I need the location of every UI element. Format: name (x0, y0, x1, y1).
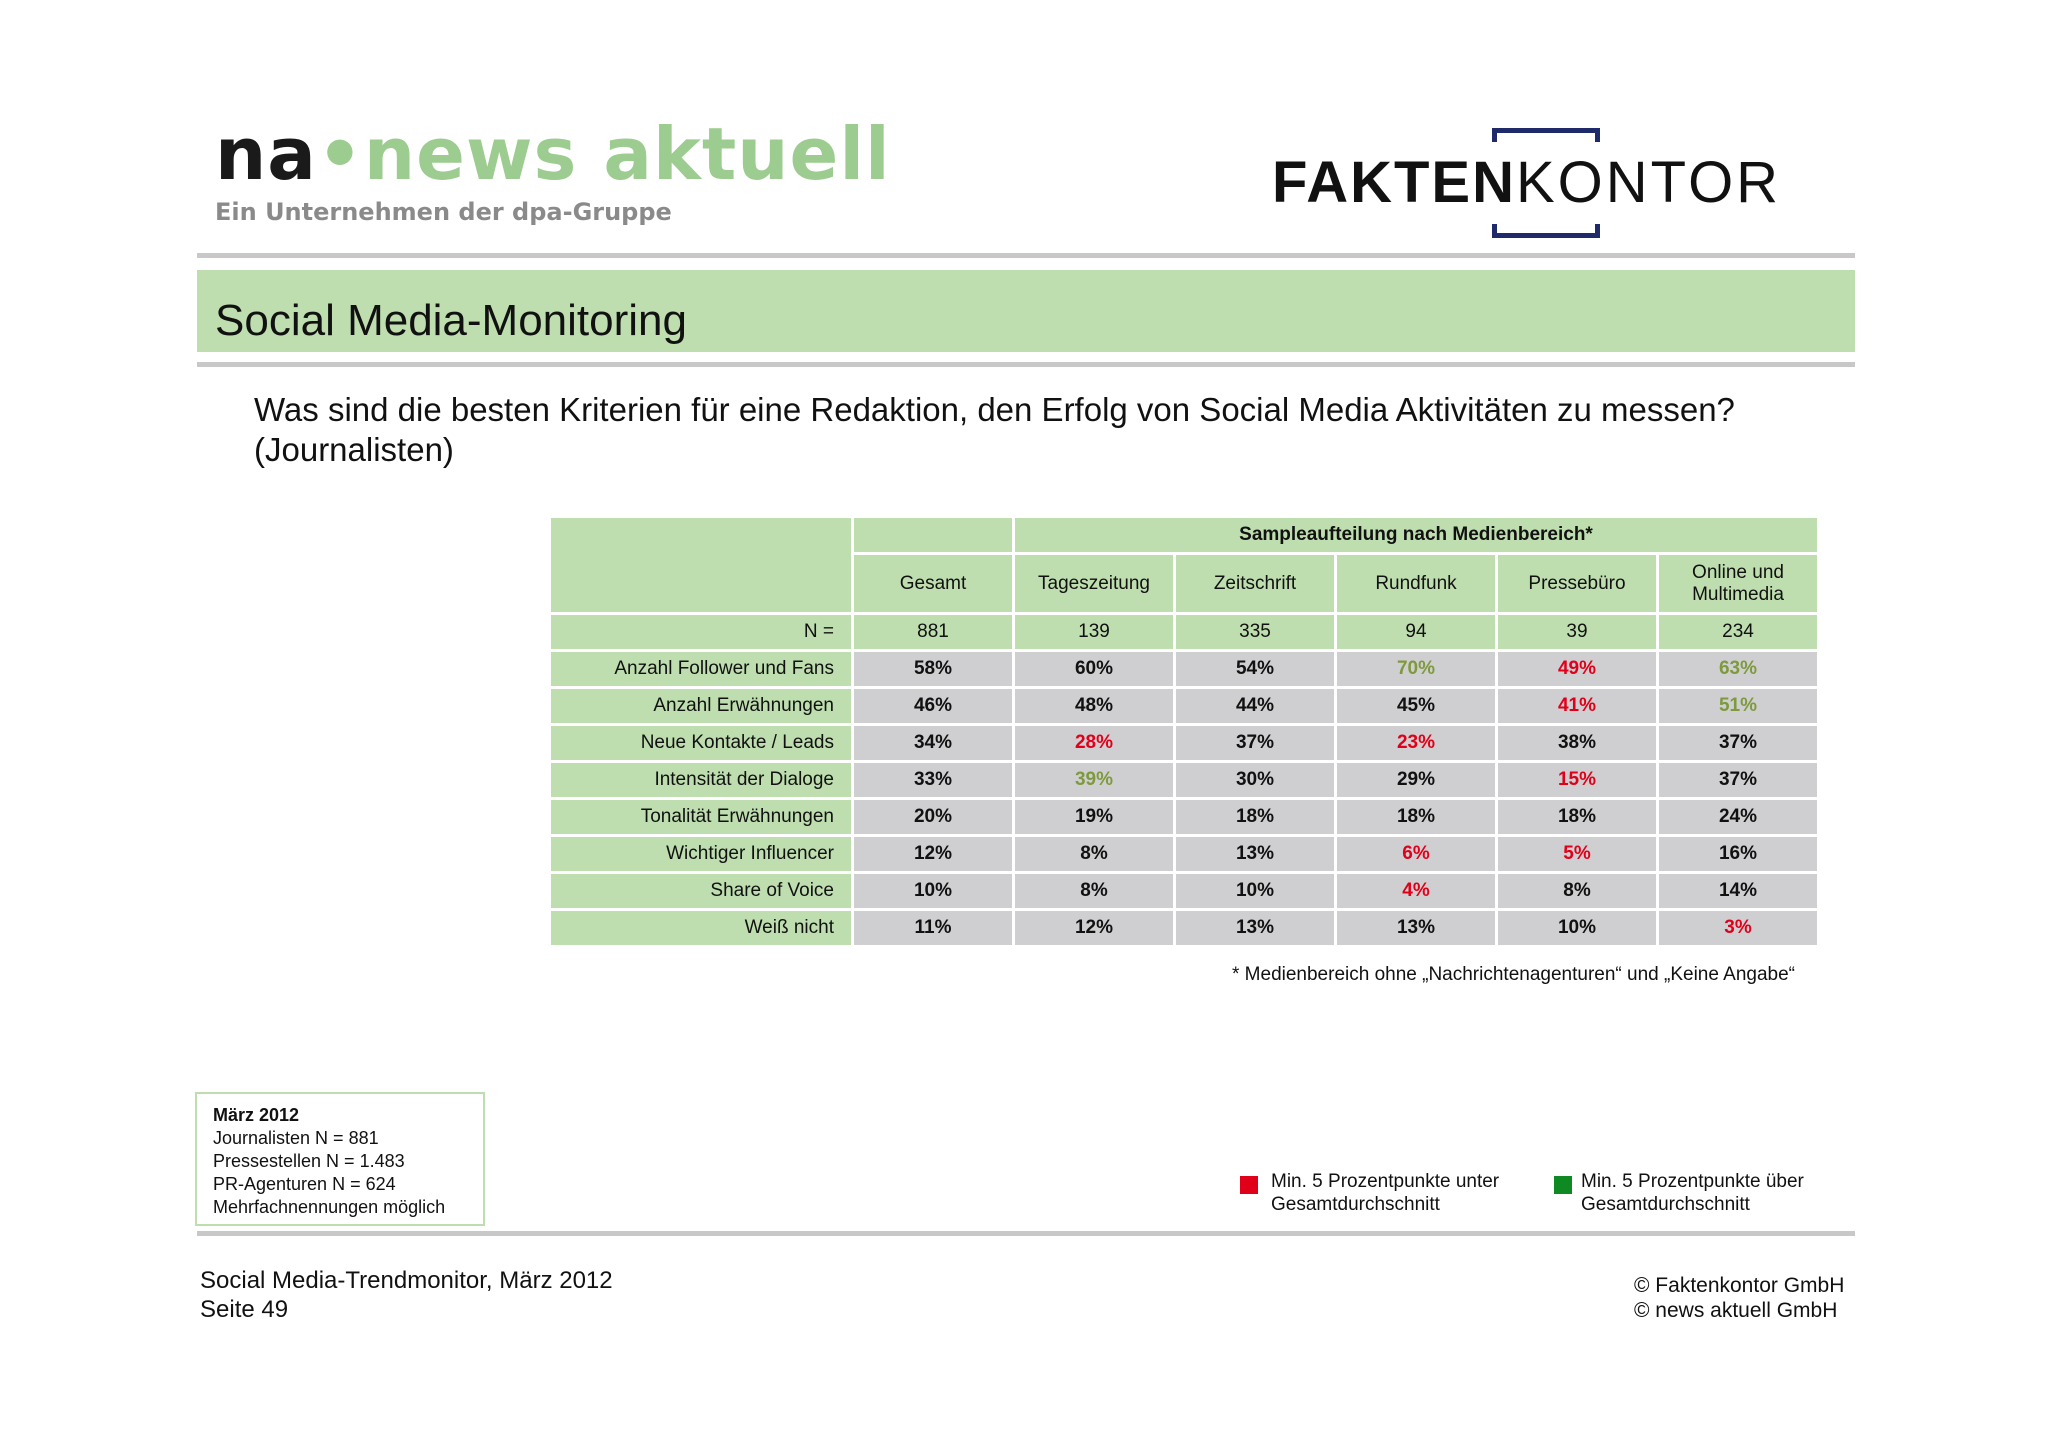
news-aktuell-logo (215, 112, 891, 226)
sample-info-line: Journalisten N = 881 (213, 1128, 379, 1148)
column-header: Online und Multimedia (1659, 555, 1817, 612)
footer-copyright-1: © Faktenkontor GmbH (1634, 1274, 1845, 1297)
value-cell: 8% (1015, 837, 1173, 871)
table-row (551, 652, 1817, 686)
footer-right (1634, 1273, 1844, 1323)
n-row (551, 615, 1817, 649)
table-row (551, 837, 1817, 871)
page-title: Social Media-Monitoring (215, 296, 687, 345)
value-cell: 49% (1498, 652, 1656, 686)
footer-source: Social Media-Trendmonitor, März 2012 (200, 1267, 613, 1294)
column-header: Rundfunk (1337, 555, 1495, 612)
value-cell: 60% (1015, 652, 1173, 686)
value-cell: 37% (1659, 763, 1817, 797)
value-cell: 18% (1498, 800, 1656, 834)
value-cell: 34% (854, 726, 1012, 760)
faktenkontor-logo (1272, 128, 1832, 238)
footer-copyright-2: © news aktuell GmbH (1634, 1299, 1838, 1322)
row-label: Anzahl Follower und Fans (551, 652, 851, 686)
logo-na-part1: na (215, 112, 317, 196)
value-cell: 70% (1337, 652, 1495, 686)
value-cell: 10% (1498, 911, 1656, 945)
value-cell: 15% (1498, 763, 1656, 797)
corner-cell (551, 518, 851, 612)
table-row (551, 874, 1817, 908)
value-cell: 44% (1176, 689, 1334, 723)
value-cell: 19% (1015, 800, 1173, 834)
value-cell: 63% (1659, 652, 1817, 686)
row-label: Neue Kontakte / Leads (551, 726, 851, 760)
top-rule (197, 253, 1855, 258)
logo-bracket-bottom-icon (1492, 224, 1600, 238)
footer-page-number: Seite 49 (200, 1296, 289, 1323)
n-value: 39 (1498, 615, 1656, 649)
value-cell: 13% (1176, 837, 1334, 871)
row-label: Weiß nicht (551, 911, 851, 945)
value-cell: 24% (1659, 800, 1817, 834)
value-cell: 10% (1176, 874, 1334, 908)
column-header: Pressebüro (1498, 555, 1656, 612)
sample-info-line: PR-Agenturen N = 624 (213, 1174, 396, 1194)
value-cell: 38% (1498, 726, 1656, 760)
footer-left (200, 1266, 613, 1324)
value-cell: 18% (1337, 800, 1495, 834)
value-cell: 54% (1176, 652, 1334, 686)
logo-bracket-top-icon (1492, 128, 1600, 142)
value-cell: 14% (1659, 874, 1817, 908)
logo-na-part2: news aktuell (363, 112, 891, 196)
bottom-rule (197, 1231, 1855, 1236)
value-cell: 39% (1015, 763, 1173, 797)
table-row (551, 763, 1817, 797)
legend-above-square-icon (1554, 1176, 1572, 1194)
sample-info-line: Pressestellen N = 1.483 (213, 1151, 405, 1171)
value-cell: 8% (1015, 874, 1173, 908)
value-cell: 51% (1659, 689, 1817, 723)
row-label: Wichtiger Influencer (551, 837, 851, 871)
value-cell: 13% (1337, 911, 1495, 945)
legend-above-text: Min. 5 Prozentpunkte über Gesamtdurchschnitt (1581, 1171, 1804, 1215)
value-cell: 37% (1176, 726, 1334, 760)
sample-info-box (195, 1092, 485, 1226)
logo-fk-bold: FAKTEN (1272, 150, 1516, 215)
n-value: 139 (1015, 615, 1173, 649)
value-cell: 16% (1659, 837, 1817, 871)
survey-question: Was sind die besten Kriterien für eine Redaktion, den Erfolg von Social Media Aktivitäten zu messen? (Journalisten) (254, 391, 1735, 468)
value-cell: 41% (1498, 689, 1656, 723)
n-value: 234 (1659, 615, 1817, 649)
group-header: Sampleaufteilung nach Medienbereich* (1015, 518, 1817, 552)
n-label: N = (551, 615, 851, 649)
column-header: Tageszeitung (1015, 555, 1173, 612)
value-cell: 37% (1659, 726, 1817, 760)
table-row (551, 800, 1817, 834)
group-header-row (551, 518, 1817, 552)
legend-below-text: Min. 5 Prozentpunkte unter Gesamtdurchschnitt (1271, 1171, 1500, 1215)
title-band (197, 270, 1855, 352)
value-cell: 29% (1337, 763, 1495, 797)
row-label: Tonalität Erwähnungen (551, 800, 851, 834)
value-cell: 48% (1015, 689, 1173, 723)
value-cell: 20% (854, 800, 1012, 834)
value-cell: 23% (1337, 726, 1495, 760)
row-label: Anzahl Erwähnungen (551, 689, 851, 723)
results-table (548, 515, 1820, 948)
row-label: Share of Voice (551, 874, 851, 908)
legend-below-square-icon (1240, 1176, 1258, 1194)
value-cell: 3% (1659, 911, 1817, 945)
column-header: Gesamt (854, 555, 1012, 612)
title-rule (197, 362, 1855, 367)
value-cell: 33% (854, 763, 1012, 797)
value-cell: 58% (854, 652, 1012, 686)
table-row (551, 726, 1817, 760)
group-spacer-cell (854, 518, 1012, 552)
value-cell: 18% (1176, 800, 1334, 834)
logo-dot-icon: • (316, 112, 364, 196)
footnote: * Medienbereich ohne „Nachrichtenagenturen“ und „Keine Angabe“ (1232, 964, 1795, 985)
value-cell: 12% (854, 837, 1012, 871)
value-cell: 30% (1176, 763, 1334, 797)
value-cell: 13% (1176, 911, 1334, 945)
value-cell: 6% (1337, 837, 1495, 871)
table-row (551, 911, 1817, 945)
sample-info-heading: März 2012 (213, 1105, 300, 1125)
logo-na-tagline: Ein Unternehmen der dpa-Gruppe (215, 198, 672, 226)
value-cell: 45% (1337, 689, 1495, 723)
value-cell: 10% (854, 874, 1012, 908)
value-cell: 11% (854, 911, 1012, 945)
n-value: 335 (1176, 615, 1334, 649)
value-cell: 5% (1498, 837, 1656, 871)
value-cell: 46% (854, 689, 1012, 723)
table-row (551, 689, 1817, 723)
n-value: 881 (854, 615, 1012, 649)
row-label: Intensität der Dialoge (551, 763, 851, 797)
value-cell: 8% (1498, 874, 1656, 908)
n-value: 94 (1337, 615, 1495, 649)
value-cell: 12% (1015, 911, 1173, 945)
column-header: Zeitschrift (1176, 555, 1334, 612)
sample-info-line: Mehrfachnennungen möglich (213, 1197, 446, 1217)
value-cell: 4% (1337, 874, 1495, 908)
logo-fk-light: KONTOR (1516, 150, 1782, 215)
value-cell: 28% (1015, 726, 1173, 760)
